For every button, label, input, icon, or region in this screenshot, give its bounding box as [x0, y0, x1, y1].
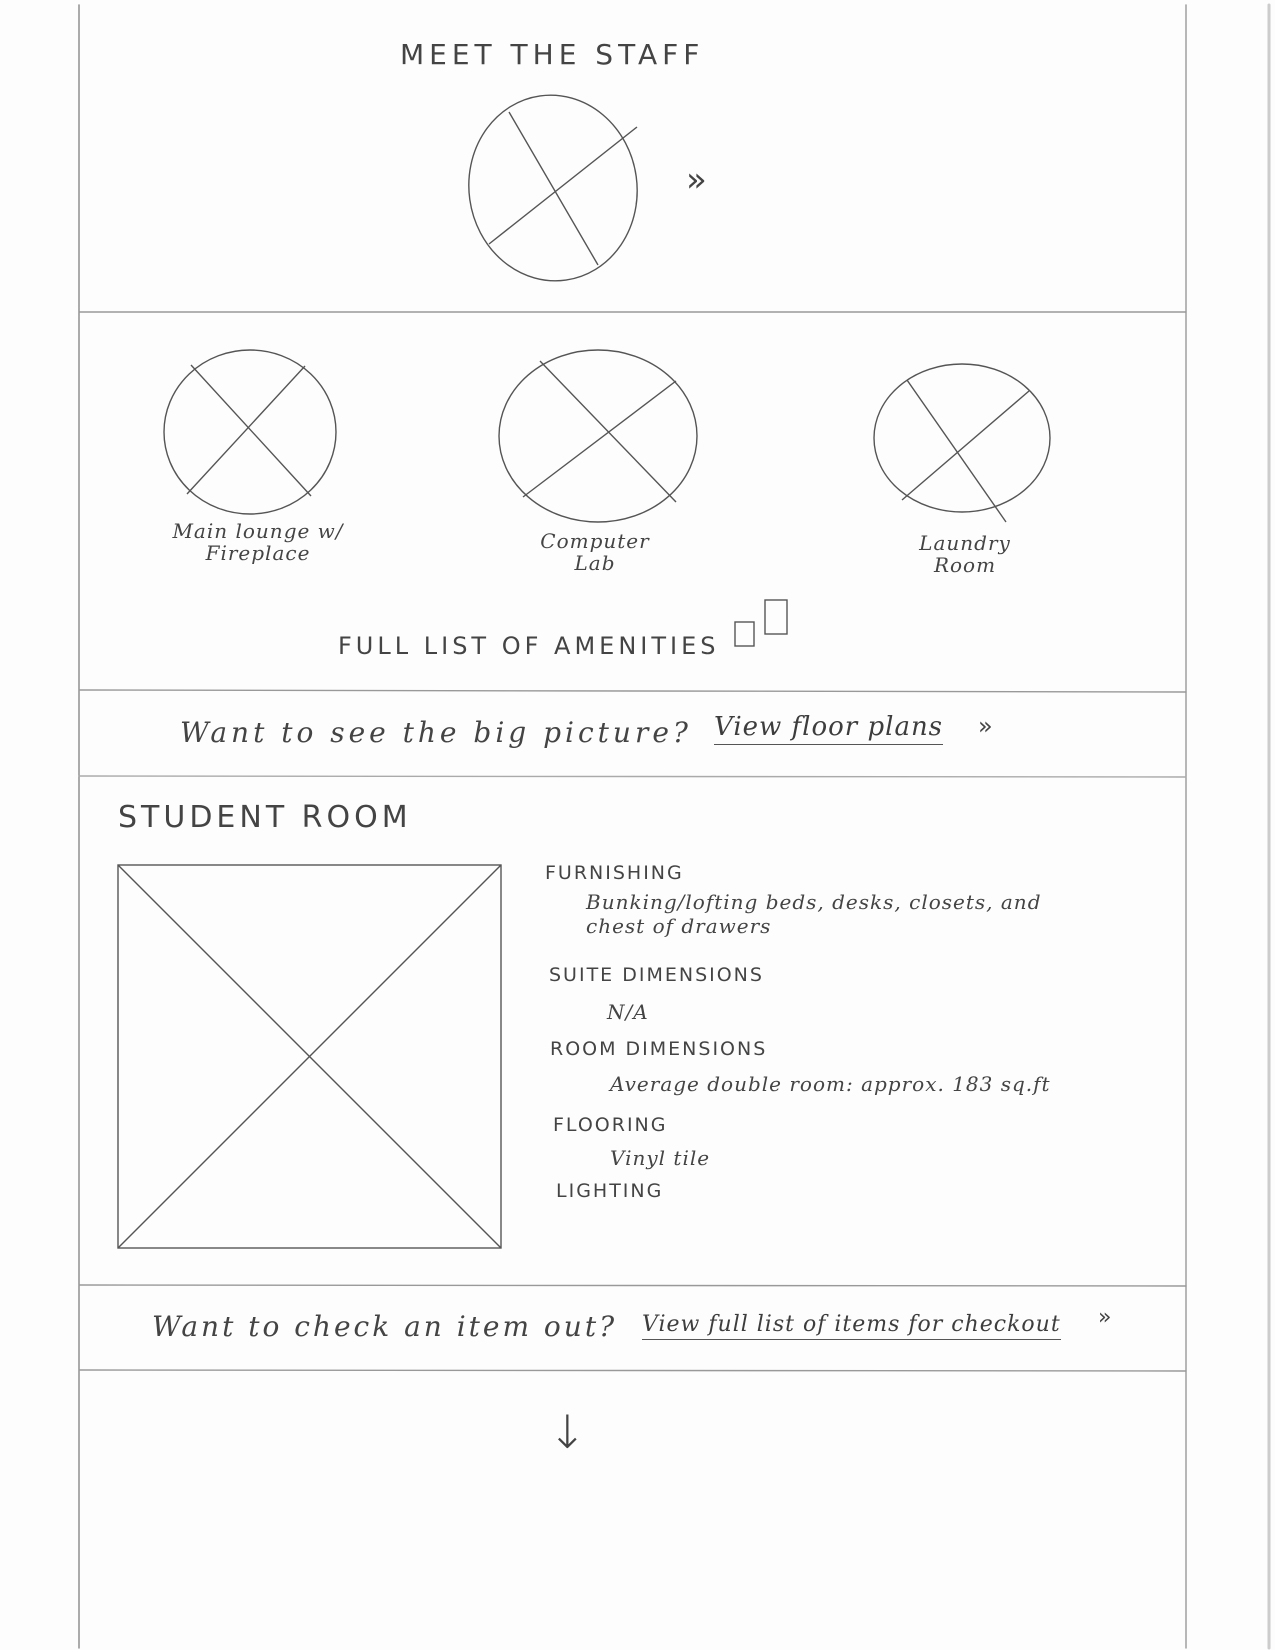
floor-plans-chevron-icon: » [978, 712, 993, 740]
amenity-photo-placeholder-lounge [164, 350, 336, 514]
view-floor-plans-link[interactable]: View floor plans [714, 712, 943, 745]
scroll-down-arrow-icon[interactable]: ↓ [548, 1405, 587, 1459]
amenity-label-lounge: Main lounge w/ Fireplace [172, 519, 344, 565]
view-checkout-items-link[interactable]: View full list of items for checkout [642, 1312, 1061, 1340]
amenity-photo-placeholder-computer-lab [499, 350, 697, 522]
spec-label-room-dimensions: ROOM DIMENSIONS [550, 1038, 768, 1060]
checkout-prompt: Want to check an item out? [152, 1310, 618, 1343]
spec-label-furnishing: FURNISHING [545, 862, 684, 884]
spec-value-furnishing: Bunking/lofting beds, desks, closets, and chest of drawers [586, 890, 1042, 938]
amenity-photo-placeholder-laundry [874, 364, 1050, 522]
spec-label-suite-dimensions: SUITE DIMENSIONS [549, 964, 764, 986]
staff-photo-placeholder [457, 84, 649, 292]
checkout-chevron-icon: » [1098, 1305, 1112, 1330]
full-list-amenities-link[interactable]: FULL LIST OF AMENITIES [338, 632, 720, 660]
spec-label-flooring: FLOORING [553, 1114, 668, 1136]
spec-label-lighting: LIGHTING [556, 1180, 664, 1202]
staff-section-title: MEET THE STAFF [400, 38, 705, 71]
student-room-photo-placeholder [118, 865, 501, 1248]
amenity-label-laundry: Laundry Room [919, 531, 1011, 577]
floorplan-prompt: Want to see the big picture? [180, 716, 692, 749]
amenity-label-computer-lab: Computer Lab [540, 529, 650, 575]
spec-value-room-dimensions: Average double room: approx. 183 sq.ft [610, 1072, 1051, 1096]
student-room-title: STUDENT ROOM [118, 800, 412, 835]
spec-value-suite-dimensions: N/A [607, 1000, 649, 1024]
external-link-icon [735, 600, 787, 646]
staff-next-button[interactable]: » [686, 160, 707, 200]
spec-value-flooring: Vinyl tile [610, 1146, 711, 1170]
